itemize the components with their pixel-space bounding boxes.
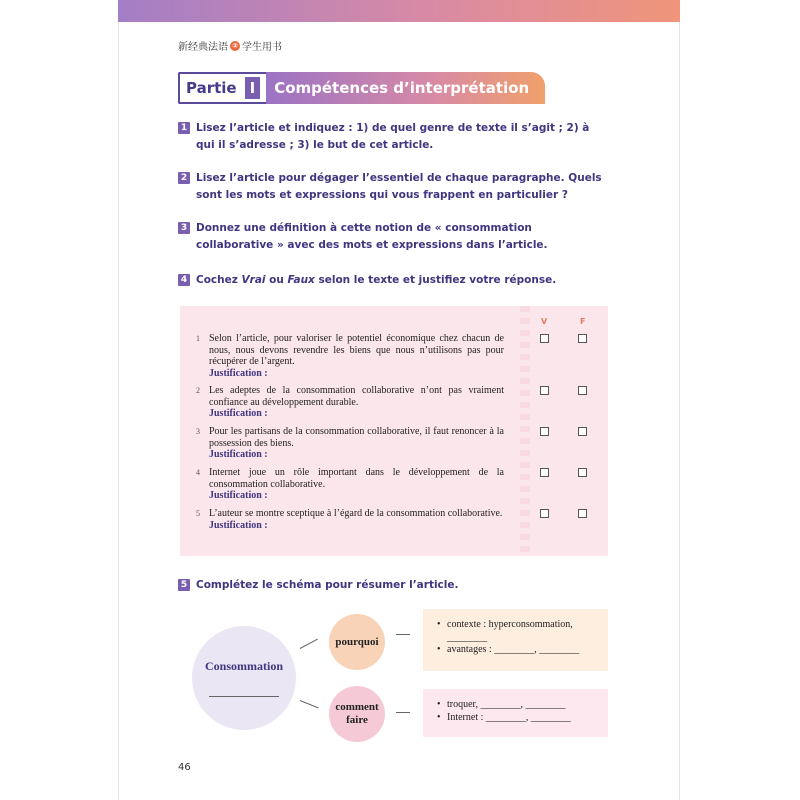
checkbox-5-v[interactable] bbox=[540, 509, 549, 518]
question-text-5: Complétez le schéma pour résumer l’article. bbox=[196, 579, 459, 591]
pourquoi-label: pourquoi bbox=[335, 636, 379, 648]
q4-pre: Cochez bbox=[196, 274, 242, 286]
justification-label: Justification : bbox=[209, 490, 268, 501]
question-number-4: 4 bbox=[178, 274, 190, 286]
checkbox-4-v[interactable] bbox=[540, 468, 549, 477]
q4-faux: Faux bbox=[287, 274, 315, 286]
running-head bbox=[178, 38, 282, 53]
tf-item-text: Pour les partisans de la consommation collaborative, il faut renoncer à la possession des biens. bbox=[209, 426, 504, 449]
tf-item-body bbox=[209, 426, 504, 461]
question-4 bbox=[178, 272, 610, 289]
tf-item-text: L’auteur se montre sceptique à l’égard de la consommation collaborative. bbox=[209, 508, 503, 519]
tf-item-text: Internet joue un rôle important dans le développement de la consommation collaborative. bbox=[209, 467, 504, 490]
pourquoi-item-1: • contexte : hyperconsommation, ________ bbox=[437, 619, 598, 644]
faire-word: faire bbox=[346, 714, 368, 726]
checkbox-5-f[interactable] bbox=[578, 509, 587, 518]
comment-word: comment bbox=[335, 701, 379, 713]
comment-faire-label bbox=[335, 701, 378, 727]
question-number-3: 3 bbox=[178, 222, 190, 234]
connector-line bbox=[396, 634, 410, 635]
checkbox-2-v[interactable] bbox=[540, 386, 549, 395]
checkbox-2-f[interactable] bbox=[578, 386, 587, 395]
tf-item-body bbox=[209, 333, 504, 379]
tf-item-2 bbox=[196, 385, 504, 420]
q4-mid: ou bbox=[265, 274, 288, 286]
column-f-header: F bbox=[580, 317, 586, 326]
pourquoi-item-2: • avantages : ________, ________ bbox=[437, 644, 598, 657]
tf-item-4 bbox=[196, 467, 504, 502]
tf-item-3 bbox=[196, 426, 504, 461]
pourquoi-box bbox=[423, 609, 608, 671]
justification-label: Justification : bbox=[209, 367, 268, 379]
question-number-1: 1 bbox=[178, 122, 190, 134]
question-text-2: Lisez l’article pour dégager l’essentiel de chaque paragraphe. Quels sont les mots et expressions qui vous frappent en particulier ? bbox=[196, 172, 602, 201]
tf-item-number: 2 bbox=[196, 386, 200, 395]
partie-word: Partie bbox=[186, 79, 237, 97]
pourquoi-circle bbox=[329, 614, 385, 670]
question-5 bbox=[178, 577, 610, 594]
top-color-band bbox=[118, 0, 680, 22]
question-text-3: Donnez une définition à cette notion de « consommation collaborative » avec des mots et expressions dans l’article. bbox=[196, 222, 548, 251]
section-title: Compétences d’interprétation bbox=[266, 72, 545, 104]
tf-item-number: 1 bbox=[196, 334, 200, 343]
question-2 bbox=[178, 170, 610, 204]
running-head-right: 学生用书 bbox=[242, 42, 282, 53]
section-header bbox=[178, 72, 545, 104]
volume-mark: ② bbox=[230, 41, 240, 51]
question-text-1: Lisez l’article et indiquez : 1) de quel genre de texte il s’agit ; 2) à qui il s’adresse ; 3) le but de cet article. bbox=[196, 122, 590, 151]
column-v-header: V bbox=[541, 317, 548, 326]
partie-number: I bbox=[245, 77, 261, 99]
partie-label bbox=[178, 72, 266, 104]
comment-item-1: • troquer, ________, ________ bbox=[437, 699, 598, 712]
tf-item-1 bbox=[196, 333, 504, 379]
comment-faire-box bbox=[423, 689, 608, 737]
comment-faire-circle bbox=[329, 686, 385, 742]
checkbox-3-f[interactable] bbox=[578, 427, 587, 436]
tf-item-number: 5 bbox=[196, 509, 200, 518]
justification-label: Justification : bbox=[209, 449, 268, 460]
tf-item-body bbox=[209, 508, 504, 531]
q4-post: selon le texte et justifiez votre réponse. bbox=[314, 274, 557, 286]
tf-item-number: 4 bbox=[196, 468, 200, 477]
tf-item-number: 3 bbox=[196, 427, 200, 436]
question-1 bbox=[178, 120, 610, 154]
checkbox-3-v[interactable] bbox=[540, 427, 549, 436]
q4-vrai: Vrai bbox=[241, 274, 266, 286]
consommation-circle bbox=[192, 626, 296, 730]
tf-item-text: Selon l’article, pour valoriser le potentiel économique chez chacun de nous, nous devons revendre les biens que nous n’utilisons pas pour récupérer de l’argent. bbox=[209, 333, 504, 367]
tf-item-text: Les adeptes de la consommation collaborative n’ont pas vraiment confiance au développement durable. bbox=[209, 385, 504, 408]
justification-label: Justification : bbox=[209, 519, 268, 531]
question-3 bbox=[178, 220, 610, 254]
tf-item-body bbox=[209, 467, 504, 502]
justification-label: Justification : bbox=[209, 408, 268, 419]
connector-line bbox=[396, 712, 410, 713]
question-text-4 bbox=[196, 272, 610, 289]
consommation-label: Consommation bbox=[204, 659, 283, 673]
running-head-left: 新经典法语 bbox=[178, 42, 228, 53]
question-number-5: 5 bbox=[178, 579, 190, 591]
tf-item-5 bbox=[196, 508, 504, 531]
checkbox-4-f[interactable] bbox=[578, 468, 587, 477]
tf-item-body bbox=[209, 385, 504, 420]
question-number-2: 2 bbox=[178, 172, 190, 184]
checkbox-1-v[interactable] bbox=[540, 334, 549, 343]
comment-item-2: • Internet : ________, ________ bbox=[437, 712, 598, 725]
page-number: 46 bbox=[178, 762, 191, 773]
wavy-divider bbox=[520, 306, 530, 556]
consommation-blank[interactable] bbox=[209, 696, 279, 697]
checkbox-1-f[interactable] bbox=[578, 334, 587, 343]
